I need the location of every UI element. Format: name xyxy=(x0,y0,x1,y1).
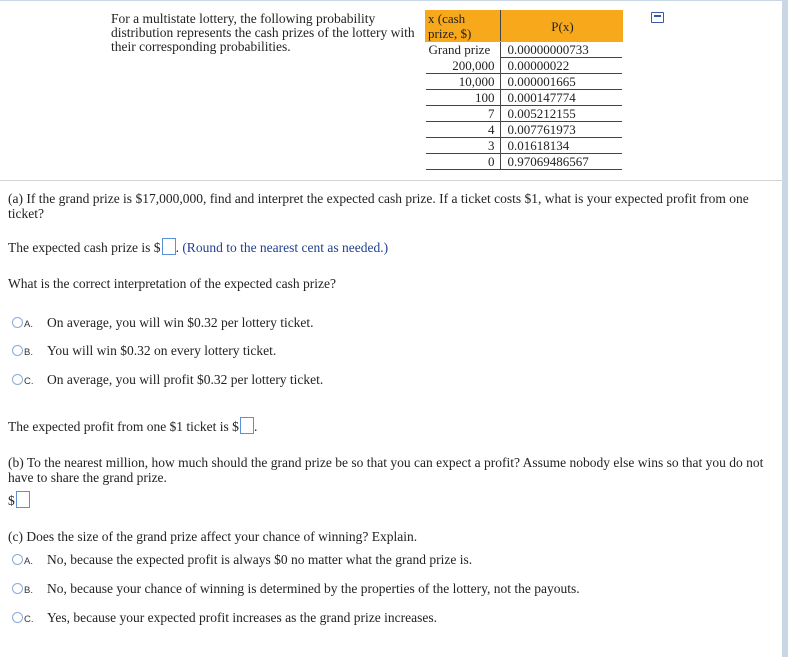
option-letter: A. xyxy=(24,319,33,330)
header-px: P(x) xyxy=(500,11,622,42)
radio-button[interactable] xyxy=(12,374,23,385)
option-c-c[interactable] xyxy=(12,610,437,627)
divider xyxy=(0,180,782,181)
option-letter: B. xyxy=(24,347,33,358)
table-row xyxy=(426,58,623,74)
part-a-prompt: (a) If the grand prize is $17,000,000, find and interpret the expected cash prize. If a ticket costs $1, what is your expected profit from one ticket? xyxy=(8,191,749,221)
cell-p: 0.00000022 xyxy=(500,58,622,74)
option-text: No, because the expected profit is always $0 no matter what the grand prize is. xyxy=(47,552,473,567)
expected-cash-period: . xyxy=(175,240,179,255)
expected-profit-period: . xyxy=(253,419,258,434)
part-c-prompt: (c) Does the size of the grand prize affect your chance of winning? Explain. xyxy=(8,529,418,544)
option-text: Yes, because your expected profit increases as the grand prize increases. xyxy=(47,610,437,625)
table-row xyxy=(426,42,623,58)
cell-x: 3 xyxy=(426,138,501,154)
table-row xyxy=(426,74,623,90)
copy-data-icon[interactable] xyxy=(651,12,664,23)
option-text: On average, you will win $0.32 per lottery ticket. xyxy=(47,315,314,330)
option-text: You will win $0.32 on every lottery ticket. xyxy=(47,343,277,358)
table-row xyxy=(426,154,623,170)
cell-p: 0.007761973 xyxy=(500,122,622,138)
problem-intro: For a multistate lottery, the following probability distribution represents the cash prizes of the lottery with their corresponding probabilities. xyxy=(111,11,415,54)
radio-button[interactable] xyxy=(12,612,23,623)
option-letter: A. xyxy=(24,556,33,567)
expected-cash-label: The expected cash prize is $ xyxy=(8,240,161,255)
cell-p: 0.97069486567 xyxy=(500,154,622,170)
option-text: No, because your chance of winning is determined by the properties of the lottery, not the payouts. xyxy=(47,581,580,596)
cell-x: 4 xyxy=(426,122,501,138)
radio-button[interactable] xyxy=(12,583,23,594)
cell-p: 0.005212155 xyxy=(500,106,622,122)
top-border xyxy=(0,0,782,1)
cell-x: 0 xyxy=(426,154,501,170)
option-text: On average, you will profit $0.32 per lottery ticket. xyxy=(47,372,324,387)
round-hint: (Round to the nearest cent as needed.) xyxy=(182,240,389,255)
table-header-row xyxy=(426,11,623,42)
cell-x: 100 xyxy=(426,90,501,106)
table-row xyxy=(426,106,623,122)
expected-cash-line xyxy=(8,238,388,255)
option-c[interactable] xyxy=(12,372,324,389)
option-c-a[interactable] xyxy=(12,552,473,569)
grand-prize-line xyxy=(8,491,30,508)
table-row xyxy=(426,90,623,106)
radio-button[interactable] xyxy=(12,345,23,356)
table-row xyxy=(426,138,623,154)
cell-x: 10,000 xyxy=(426,74,501,90)
cell-x: 7 xyxy=(426,106,501,122)
cell-p: 0.00000000733 xyxy=(500,42,622,58)
option-letter: C. xyxy=(24,376,34,387)
cell-p: 0.000001665 xyxy=(500,74,622,90)
radio-button[interactable] xyxy=(12,554,23,565)
table-row xyxy=(426,122,623,138)
cell-p: 0.000147774 xyxy=(500,90,622,106)
dollar-sign: $ xyxy=(8,493,15,508)
cell-x: 200,000 xyxy=(426,58,501,74)
expected-profit-label: The expected profit from one $1 ticket is $ xyxy=(8,419,239,434)
cell-p: 0.01618134 xyxy=(500,138,622,154)
scrollbar[interactable] xyxy=(782,0,788,657)
grand-prize-input[interactable] xyxy=(16,491,30,508)
expected-cash-input[interactable] xyxy=(162,238,176,255)
interpretation-question: What is the correct interpretation of the expected cash prize? xyxy=(8,276,336,291)
option-letter: C. xyxy=(24,614,34,625)
header-x: x (cash prize, $) xyxy=(426,11,501,42)
part-b-prompt: (b) To the nearest million, how much should the grand prize be so that you can expect a profit? Assume nobody else wins so that you do not have to share the grand prize. xyxy=(8,455,764,485)
option-c-b[interactable] xyxy=(12,581,580,598)
expected-profit-input[interactable] xyxy=(240,417,254,434)
expected-profit-line xyxy=(8,417,257,434)
radio-button[interactable] xyxy=(12,317,23,328)
option-letter: B. xyxy=(24,585,33,596)
option-b[interactable] xyxy=(12,343,277,360)
probability-table xyxy=(425,10,623,170)
cell-x: Grand prize xyxy=(428,42,491,58)
option-a[interactable] xyxy=(12,315,314,332)
